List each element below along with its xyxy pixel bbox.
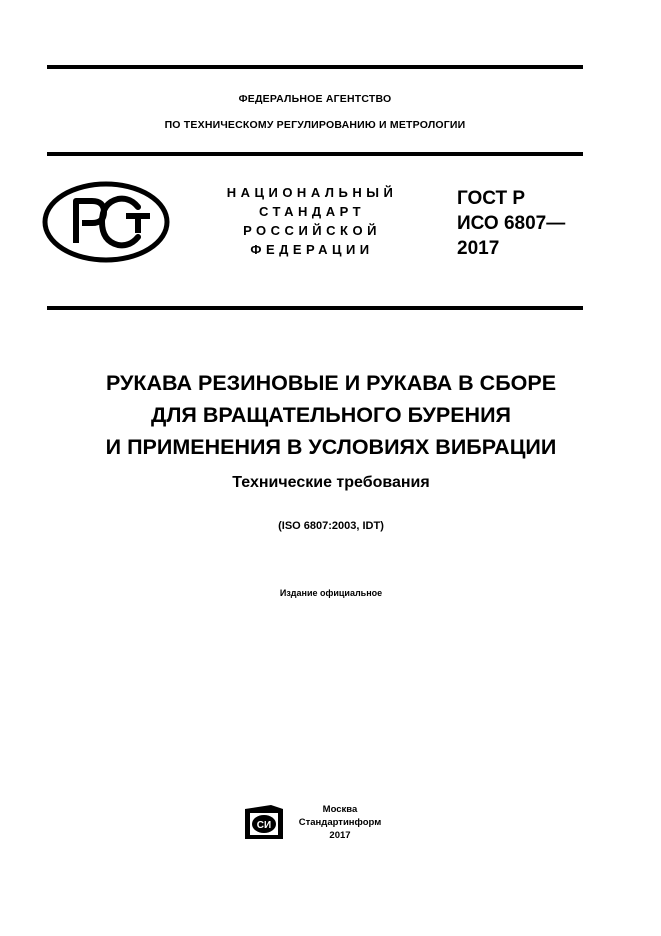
top-rule	[47, 65, 583, 69]
publisher-info	[290, 803, 390, 842]
title-line2: ДЛЯ ВРАЩАТЕЛЬНОГО БУРЕНИЯ	[151, 403, 511, 427]
national-standard-label	[212, 183, 412, 259]
national-standard-line2: СТАНДАРТ	[258, 204, 366, 219]
header-rule	[47, 152, 583, 156]
logo-letter-t	[126, 213, 150, 233]
publisher-city: Москва	[322, 804, 358, 815]
document-subtitle: Технические требования	[232, 474, 430, 491]
publisher-name: Стандартинформ	[298, 817, 382, 828]
designation-line2: ИСО 6807—	[457, 213, 566, 234]
agency-name-line2: ПО ТЕХНИЧЕСКОМУ РЕГУЛИРОВАНИЮ И МЕТРОЛОГИИ	[164, 119, 466, 131]
title-line1: РУКАВА РЕЗИНОВЫЕ И РУКАВА В СБОРЕ	[105, 371, 557, 395]
edition-note: Издание официальное	[279, 588, 383, 598]
standard-designation	[457, 186, 587, 261]
document-title	[47, 367, 615, 463]
publisher-logo-text: СИ	[256, 820, 272, 831]
national-standard-line4: ФЕДЕРАЦИИ	[250, 242, 374, 257]
national-standard-line3: РОССИЙСКОЙ	[243, 223, 381, 238]
national-standard-line1: НАЦИОНАЛЬНЫЙ	[226, 185, 398, 200]
iso-reference: (ISO 6807:2003, IDT)	[278, 520, 384, 532]
publisher-year: 2017	[329, 830, 351, 841]
logo-letter-c	[102, 199, 138, 246]
title-line3: И ПРИМЕНЕНИЯ В УСЛОВИЯХ ВИБРАЦИИ	[105, 435, 557, 459]
rosstandart-logo	[42, 181, 170, 263]
designation-line1: ГОСТ Р	[457, 188, 526, 209]
designation-rule	[47, 306, 583, 310]
standartinform-logo	[245, 805, 283, 839]
designation-line3: 2017	[457, 238, 500, 259]
agency-name-line1: ФЕДЕРАЛЬНОЕ АГЕНТСТВО	[238, 93, 392, 105]
